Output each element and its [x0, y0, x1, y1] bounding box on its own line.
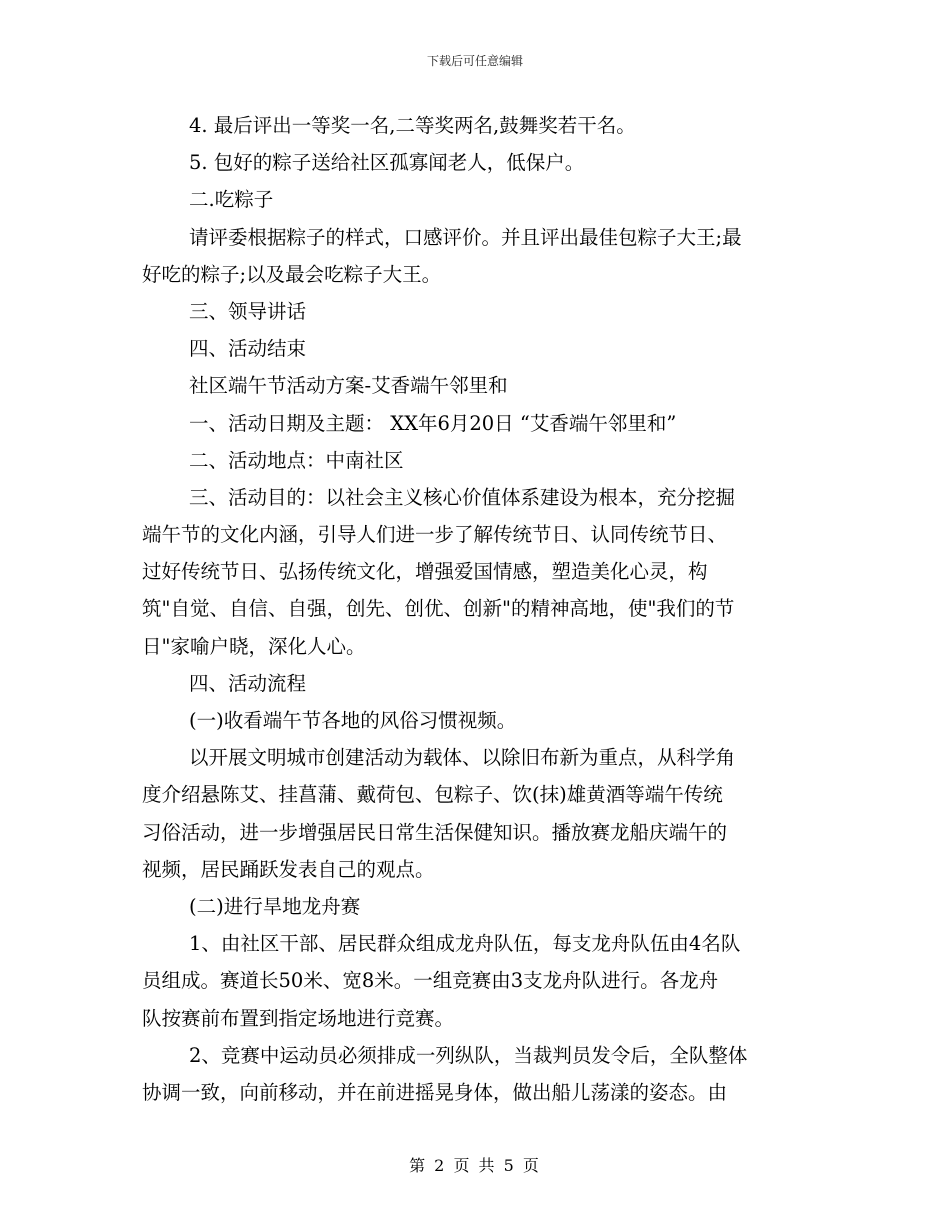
- text-line: 协调一致，向前移动，并在前进摇晃身体，做出船儿荡漾的姿态。由: [142, 1080, 728, 1104]
- text-line: 4. 最后评出一等奖一名,二等奖两名,鼓舞奖若干名。: [189, 114, 636, 137]
- page-footer: 第 2 页 共 5 页: [409, 1156, 541, 1175]
- text-line: 端午节的文化内涵，引导人们进一步了解传统节日、认同传统节日、: [142, 523, 728, 547]
- text-line: 5. 包好的粽子送给社区孤寡闻老人，低保户。: [189, 151, 585, 175]
- text-line: 度介绍悬陈艾、挂菖蒲、戴荷包、包粽子、饮(抹)雄黄酒等端午传统: [142, 783, 723, 807]
- text-line: 二、活动地点：中南社区: [189, 448, 404, 472]
- text-line: 三、活动目的：以社会主义核心价值体系建设为根本，充分挖掘: [189, 485, 736, 509]
- page-header: 下载后可任意编辑: [426, 54, 523, 68]
- text-line: 1、由社区干部、居民群众组成龙舟队伍，每支龙舟队伍由4名队: [189, 932, 741, 956]
- document-body: [142, 107, 810, 1111]
- text-line: 社区端午节活动方案-艾香端午邻里和: [189, 374, 508, 398]
- text-line: 员组成。赛道长50米、宽8米。一组竞赛由3支龙舟队进行。各龙舟: [142, 969, 719, 993]
- text-line: 队按赛前布置到指定场地进行竞赛。: [142, 1006, 455, 1030]
- text-line: 请评委根据粽子的样式，口感评价。并且评出最佳包粽子大王;最: [189, 225, 742, 249]
- text-line: 四、活动流程: [189, 671, 307, 695]
- text-line: 以开展文明城市创建活动为载体、以除旧布新为重点，从科学角: [189, 746, 736, 770]
- text-line: 日"家喻户晓，深化人心。: [142, 634, 366, 658]
- text-line: 视频，居民踊跃发表自己的观点。: [142, 857, 435, 881]
- text-line: 2、竞赛中运动员必须排成一列纵队，当裁判员发令后，全队整体: [189, 1043, 748, 1067]
- text-line: 筑"自觉、自信、自强，创先、创优、创新"的精神高地，使"我们的节: [142, 597, 735, 621]
- text-line: 二.吃粽子: [189, 188, 274, 212]
- text-line: 好吃的粽子;以及最会吃粽子大王。: [142, 262, 442, 286]
- text-line: 一、活动日期及主题： XX年6月20日 “艾香端午邻里和”: [189, 411, 677, 435]
- text-line: 四、活动结束: [189, 337, 307, 361]
- text-line: 过好传统节日、弘扬传统文化，增强爱国情感，塑造美化心灵，构: [142, 560, 708, 584]
- text-line: 三、领导讲话: [189, 299, 307, 323]
- text-line: (二)进行旱地龙舟赛: [189, 894, 361, 918]
- text-line: (一)收看端午节各地的风俗习惯视频。: [189, 709, 517, 732]
- text-line: 习俗活动，进一步增强居民日常生活保健知识。播放赛龙船庆端午的: [142, 820, 728, 844]
